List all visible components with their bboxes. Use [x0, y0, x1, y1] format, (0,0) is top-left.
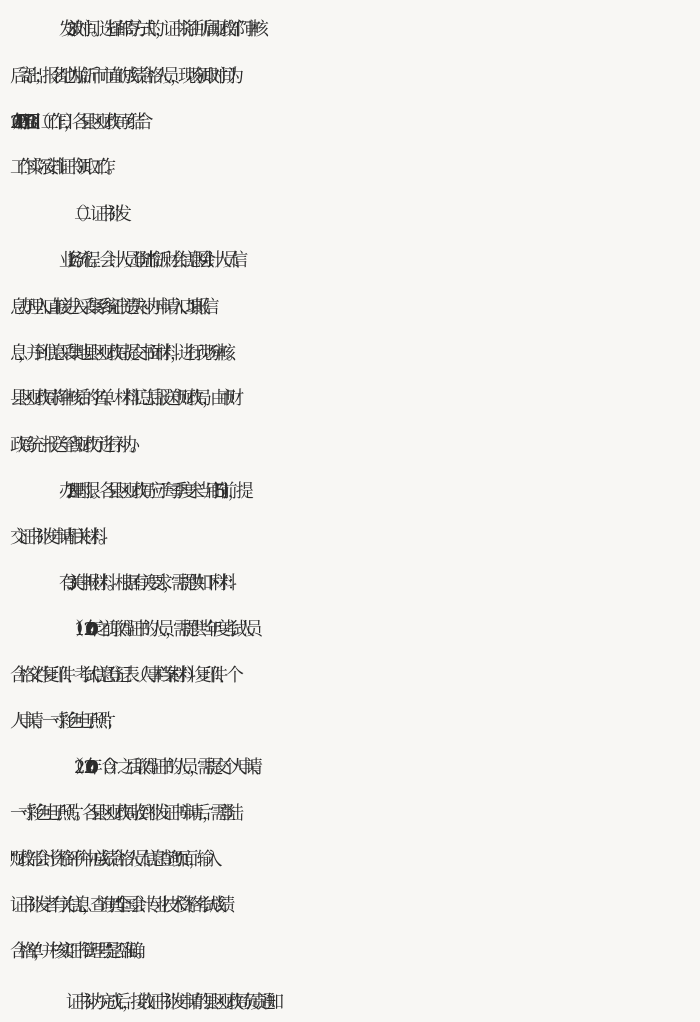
text-line: 1. 业务流程。会计人员登陆“临沂财会信息网-会计人员信 — [66, 250, 239, 271]
text-line: 证书补办完成后，接收证书补发申请的县区财政局负责通知 — [66, 992, 274, 1013]
text-line: 合格文件复印件、考试信息登记表（人事档案材料）复印件、个 — [10, 665, 234, 686]
text-line: 政局统一报送至省财政厅进行补办。 — [10, 435, 138, 456]
text-line: 证书补发者有关信息，查询其“全国会计专业技术资格考试成绩 — [10, 895, 226, 916]
section-heading: （二）证书补发 — [66, 204, 122, 225]
text-line: 3. 发放时间。选择邮寄方式的，证书将由所属财政部门审核 — [66, 19, 259, 40]
text-line: 3. 有关申报材料。根据有关要求，需提供如下材料： — [66, 573, 235, 594]
text-line: （1）2000 年之前取得证书的人员，需提供当年度考试人员 — [66, 619, 253, 640]
text-line: 2021 年 1 月 20 日至 3 日 1 日（工作日），各县区财政局可结合 — [10, 112, 144, 133]
text-line: 一寸彩色电子照片。各县区财政局收到补发证书申请后，需登陆 — [10, 803, 234, 824]
text-line: 县区财政局将审核后的名单、材料汇总后报送市财政局，由市财 — [10, 388, 234, 409]
text-line: 后寄出；报名地为临沂市市直的成绩合格人员，现场领取时间为 — [10, 66, 234, 87]
text-line: 合格单”，并核实“证书管理号”是否准确。 — [10, 941, 144, 962]
text-line: 息，并到信息采集地县区财政局提交书面材料，进行现场审核。 — [10, 343, 234, 364]
text-line: （2）2000 年（含）之后取得证书的人员，需提交个人申请、 — [66, 757, 261, 778]
text-line: 交证书补发申请相关材料。 — [10, 527, 106, 548]
text-line: 息办理入口-直接进入采集系统-证书遗失补办申请入口”填报信 — [10, 297, 210, 318]
text-line: 2. 办理时限。各县区财政局应于每季度末当月的 5 日前，提 — [66, 481, 244, 502]
text-line: “财政部会计资格评价中心-成绩合格人员信息查询”页面，输入 — [10, 849, 213, 870]
text-line: 工作实际安排证书领取工作。 — [10, 157, 114, 178]
text-line: 人申请、一寸彩色电子照片； — [10, 711, 114, 732]
